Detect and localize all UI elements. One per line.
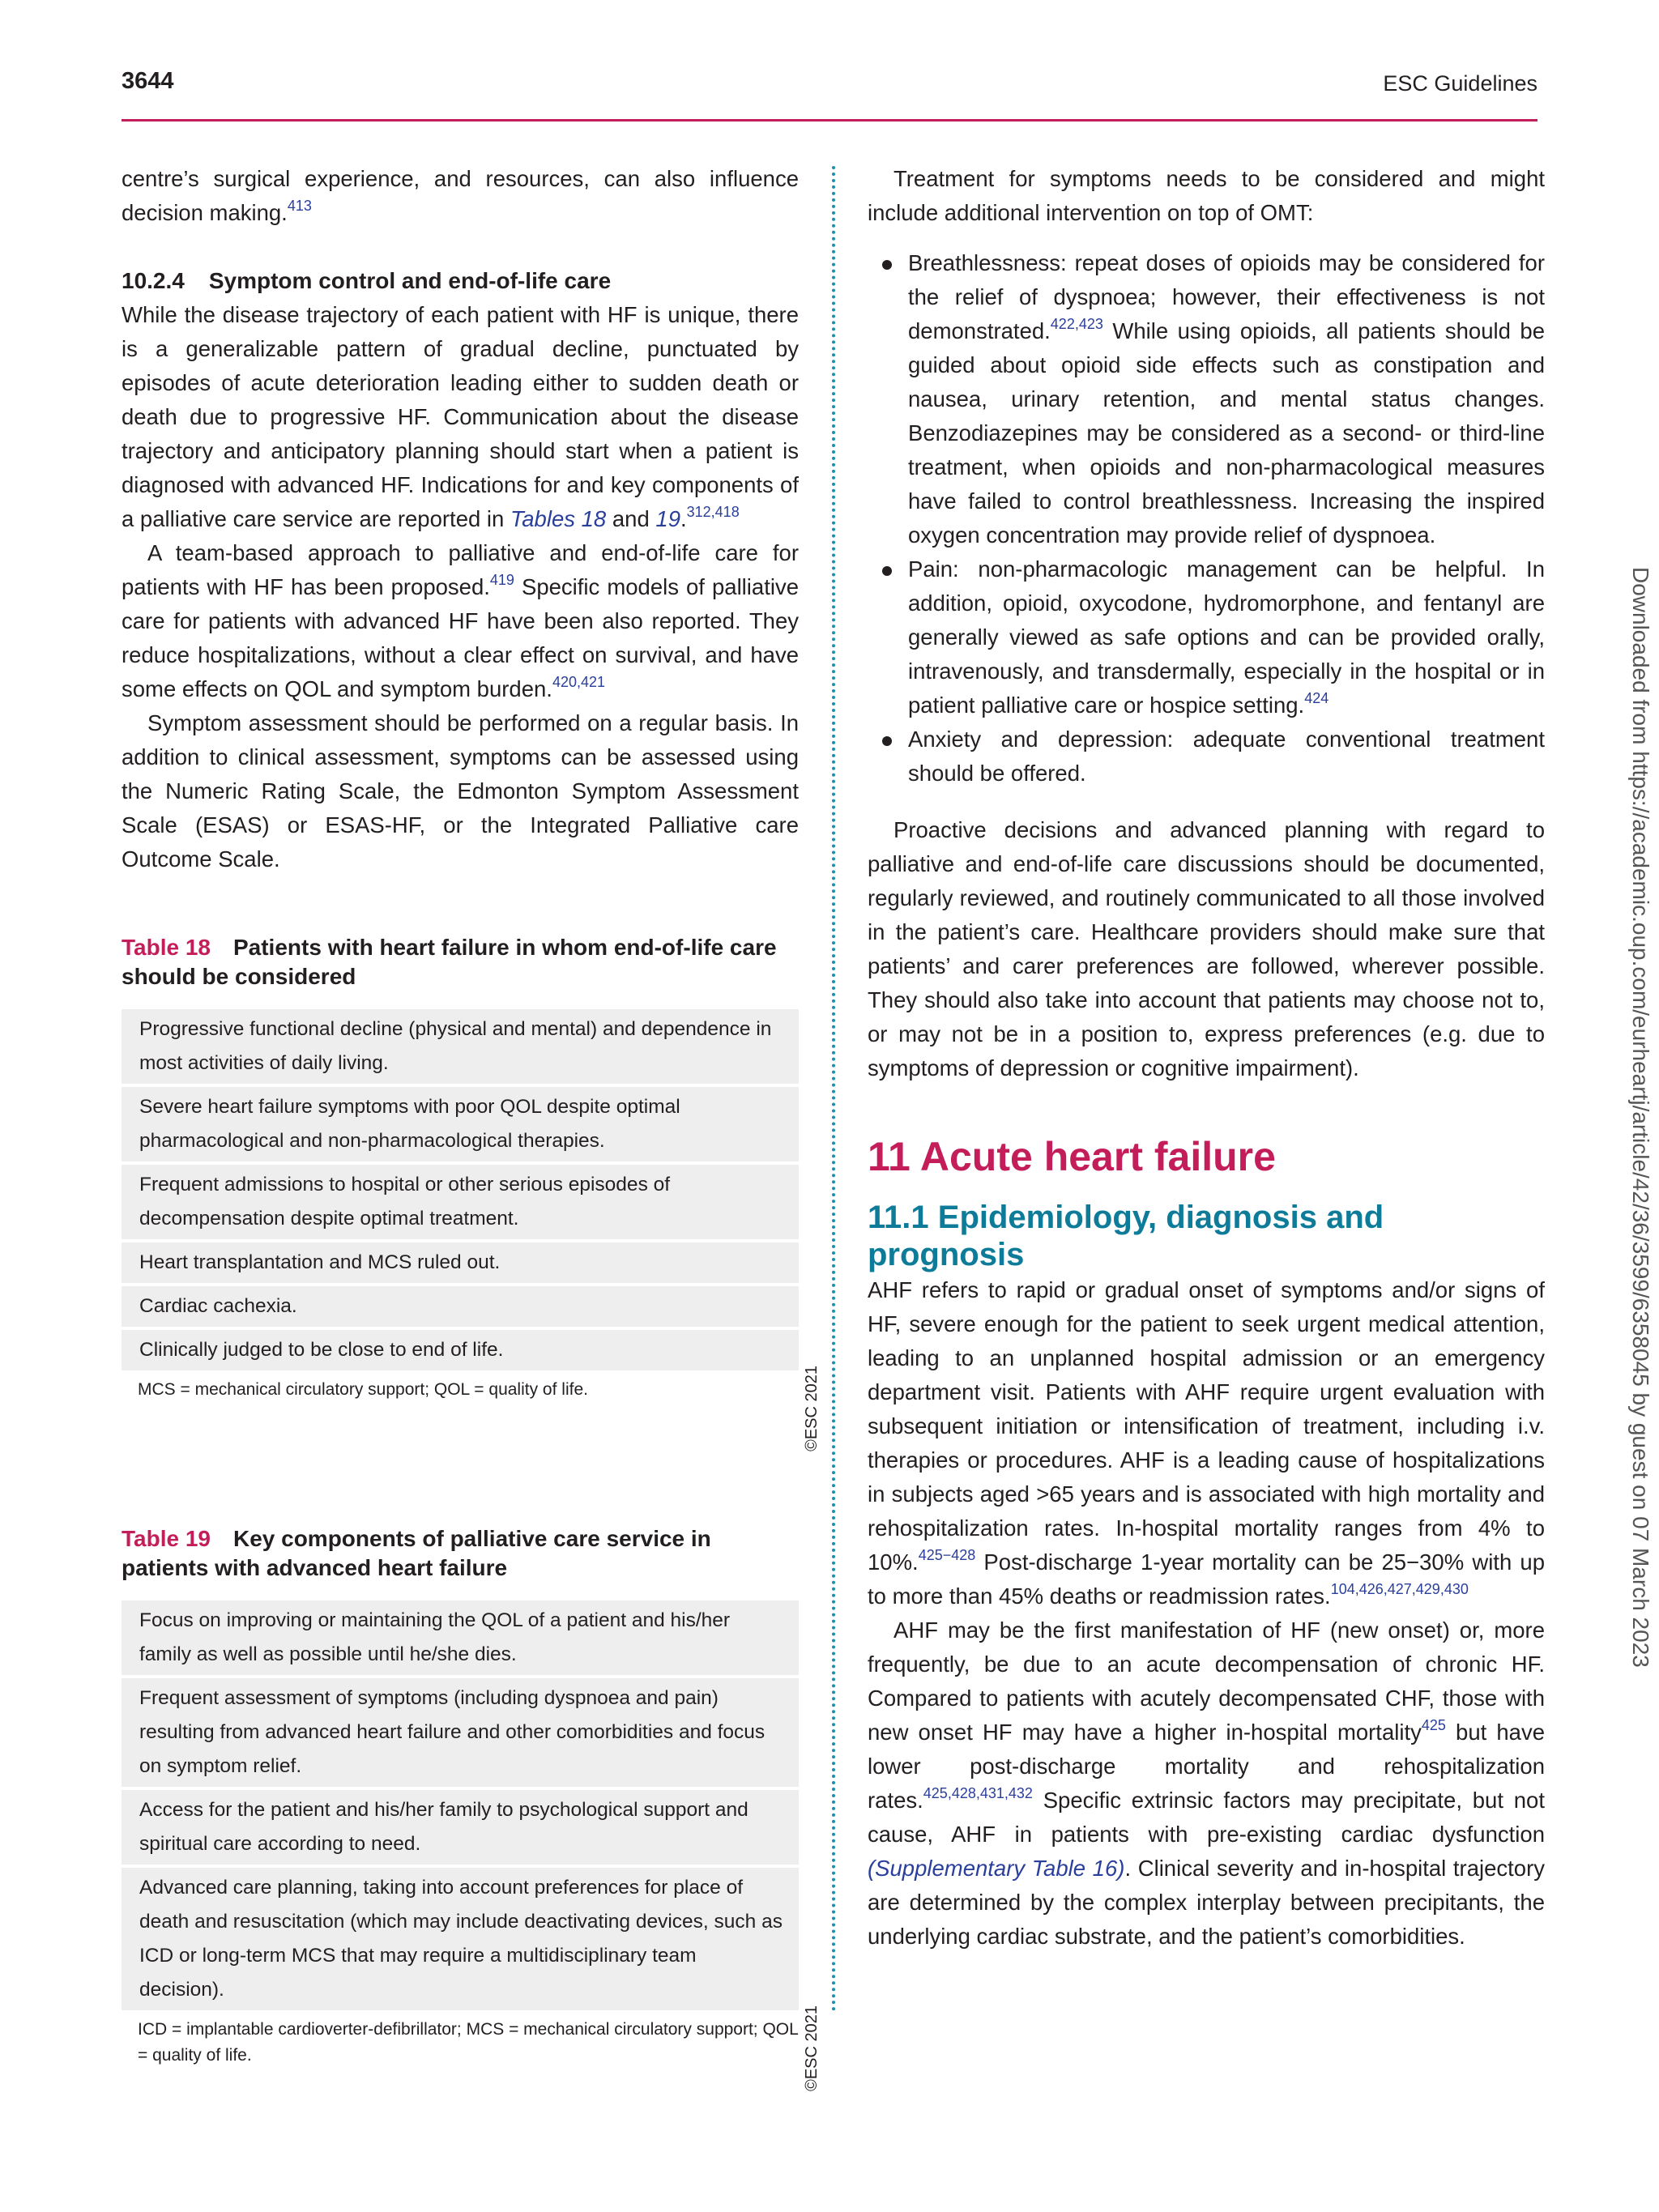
chapter-heading: 11 Acute heart failure [868, 1134, 1276, 1179]
table-row: Access for the patient and his/her family to psychological support and spiritual care according to need. [122, 1790, 799, 1865]
reference-link[interactable]: 419 [489, 572, 514, 588]
table-row: Cardiac cachexia. [122, 1286, 799, 1327]
reference-link[interactable]: 104,426,427,429,430 [1330, 1581, 1469, 1597]
table-19-footnote: ICD = implantable cardioverter-defibrillator; MCS = mechanical circulatory support; QOL = quality of life. [138, 2020, 799, 2065]
intro-paragraph: centre’s surgical experience, and resources, can also influence decision making.$^{413}$ [122, 166, 799, 225]
page-number: 3644 [122, 68, 174, 94]
table-18-caption: Table 18 Patients with heart failure in whom end-of-life care should be considered [122, 935, 777, 989]
list-item: Breathlessness: repeat doses of opioids may be considered for the relief of dyspnoea; however, their effectiveness is not demonstrated.$^{422,423}$ While using opioids, all patients should be guided about opioid side effects such as constipation and nausea, urinary retention, and mental status changes. Benzodiazepines may be considered as a second- or third-line treatment, when opioids and non-pharmacological measures have failed to control breathlessness. Increasing the inspired oxygen concentration may provide relief of dyspnoea. [868, 246, 1545, 552]
ahf-paragraph-2: AHF may be the first manifestation of HF (new onset) or, more frequently, be due to an acute decompensation of chronic HF. Compared to patients with acutely decompensated CHF, those with new onset HF may have a higher in-hospital mortality$^{425}$ but have lower post-discharge mortality and rehospitalization rates.$^{425,428,431,432}$ Specific extrinsic factors may precipitate, but not cause, AHF in patients with pre-existing cardiac dysfunction (Supplementary Table 16). Clinical severity and in-hospital trajectory are determined by the complex interplay between precipitants, the underlying cardiac substrate, and the patient’s comorbidities. [868, 1617, 1546, 1949]
treatment-intro: Treatment for symptoms needs to be considered and might include additional intervention on top of OMT: [868, 166, 1545, 225]
table-row: Advanced care planning, taking into account preferences for place of death and resuscitation (which may include deactivating devices, such as ICD or long-term MCS that may require a multidisciplinary team decision). [122, 1868, 799, 2010]
paragraph-2: A team-based approach to palliative and end-of-life care for patients with HF has been proposed.$^{419}$ Specific models of palliative care for patients with advanced HF have been also reported. They reduce hospitalizations, without a clear effect on survival, and have some effects on QOL and symptom burden.$^{420,421}$ [122, 540, 799, 701]
header-rule [122, 119, 1537, 121]
journal-name: ESC Guidelines [1383, 71, 1537, 96]
table-row: Severe heart failure symptoms with poor QOL despite optimal pharmacological and non-pharmacological therapies. [122, 1087, 799, 1161]
table-row: Progressive functional decline (physical and mental) and dependence in most activities of daily living. [122, 1009, 799, 1084]
list-item: Pain: non-pharmacologic management can be helpful. In addition, opioid, oxycodone, hydromorphone, and fentanyl are generally viewed as safe options and can be provided orally, intravenously, and transdermally, especially in the hospital or in patient palliative care or hospice setting.$^{424}$ [868, 552, 1545, 722]
section-heading: 10.2.4 Symptom control and end-of-life care [122, 268, 612, 293]
table-row: Focus on improving or maintaining the QOL of a patient and his/her family as well as possible until he/she dies. [122, 1600, 799, 1675]
column-divider [832, 166, 835, 2013]
symptom-list [868, 246, 1545, 791]
right-column [868, 162, 1545, 1954]
table-18-link[interactable]: 18 [581, 506, 607, 531]
reference-link[interactable]: 424 [1304, 690, 1329, 706]
left-column [122, 162, 821, 2091]
reference-link[interactable]: 422,423 [1050, 316, 1103, 332]
copyright-mark: ©ESC 2021 [803, 1366, 821, 1451]
reference-link[interactable]: 312,418 [686, 504, 740, 520]
table-18-footnote: MCS = mechanical circulatory support; QOL = quality of life. [138, 1380, 588, 1399]
table-row: Heart transplantation and MCS ruled out. [122, 1242, 799, 1283]
download-watermark: Downloaded from https://academic.oup.com/eurheartj/article/42/36/3599/6358045 by guest on 07 March 2023 [1628, 567, 1653, 1668]
supplementary-table-link[interactable]: (Supplementary Table 16) [868, 1856, 1125, 1881]
reference-link[interactable]: 420,421 [552, 674, 606, 690]
paragraph-1: While the disease trajectory of each patient with HF is unique, there is a generalizable pattern of gradual decline, punctuated by episodes of acute deterioration leading either to sudden death or death due to progressive HF. Communication about the disease trajectory and anticipatory planning should start when a patient is diagnosed with advanced HF. Indications for and key components of a palliative care service are reported in Tables 18 and 19.$^{312,418}$ [122, 302, 799, 531]
table-19-link[interactable]: 19 [655, 506, 680, 531]
list-item: Anxiety and depression: adequate conventional treatment should be offered. [868, 722, 1545, 791]
subsection-heading: 11.1 Epidemiology, diagnosis and prognosis [868, 1200, 1384, 1272]
proactive-paragraph: Proactive decisions and advanced planning with regard to palliative and end-of-life care discussions should be documented, regularly reviewed, and routinely communicated to all those involved in the patient’s care. Healthcare providers should make sure that patients’ and carer preferences are followed, wherever possible. They should also take into account that patients may choose not to, or may not be in a position to, express preferences (e.g. due to symptoms of depression or cognitive impairment). [868, 817, 1545, 1080]
reference-link[interactable]: 425,428,431,432 [923, 1785, 1033, 1801]
ahf-paragraph-1: AHF refers to rapid or gradual onset of symptoms and/or signs of HF, severe enough for the patient to seek urgent medical attention, leading to an unplanned hospital admission or an emergency department visit. Patients with AHF require urgent evaluation with subsequent initiation or intensification of treatment, including i.v. therapies or procedures. AHF is a leading cause of hospitalizations in subjects aged >65 years and is associated with high mortality and rehospitalization rates. In-hospital mortality ranges from 4% to 10%.$^{425-428}$ Post-discharge 1-year mortality can be 25−30% with up to more than 45% deaths or readmission rates.$^{104,426,427,429,430}$ [868, 1277, 1545, 1609]
paragraph-3: Symptom assessment should be performed on a regular basis. In addition to clinical assessment, symptoms can be assessed using the Numeric Rating Scale, the Edmonton Symptom Assessment Scale (ESAS) or ESAS-HF, or the Integrated Palliative care Outcome Scale. [122, 710, 799, 872]
reference-link[interactable]: 425−428 [918, 1547, 976, 1563]
table-19-caption: Table 19 Key components of palliative care service in patients with advanced heart failure [122, 1526, 711, 1580]
reference-link[interactable]: 413 [287, 198, 312, 214]
reference-link[interactable]: 425 [1421, 1717, 1446, 1733]
copyright-mark: ©ESC 2021 [803, 2005, 821, 2091]
table-row: Clinically judged to be close to end of life. [122, 1330, 799, 1370]
table-row: Frequent admissions to hospital or other serious episodes of decompensation despite optimal treatment. [122, 1165, 799, 1239]
table-row: Frequent assessment of symptoms (including dyspnoea and pain) resulting from advanced heart failure and other comorbidities and focus on symptom relief. [122, 1678, 799, 1787]
